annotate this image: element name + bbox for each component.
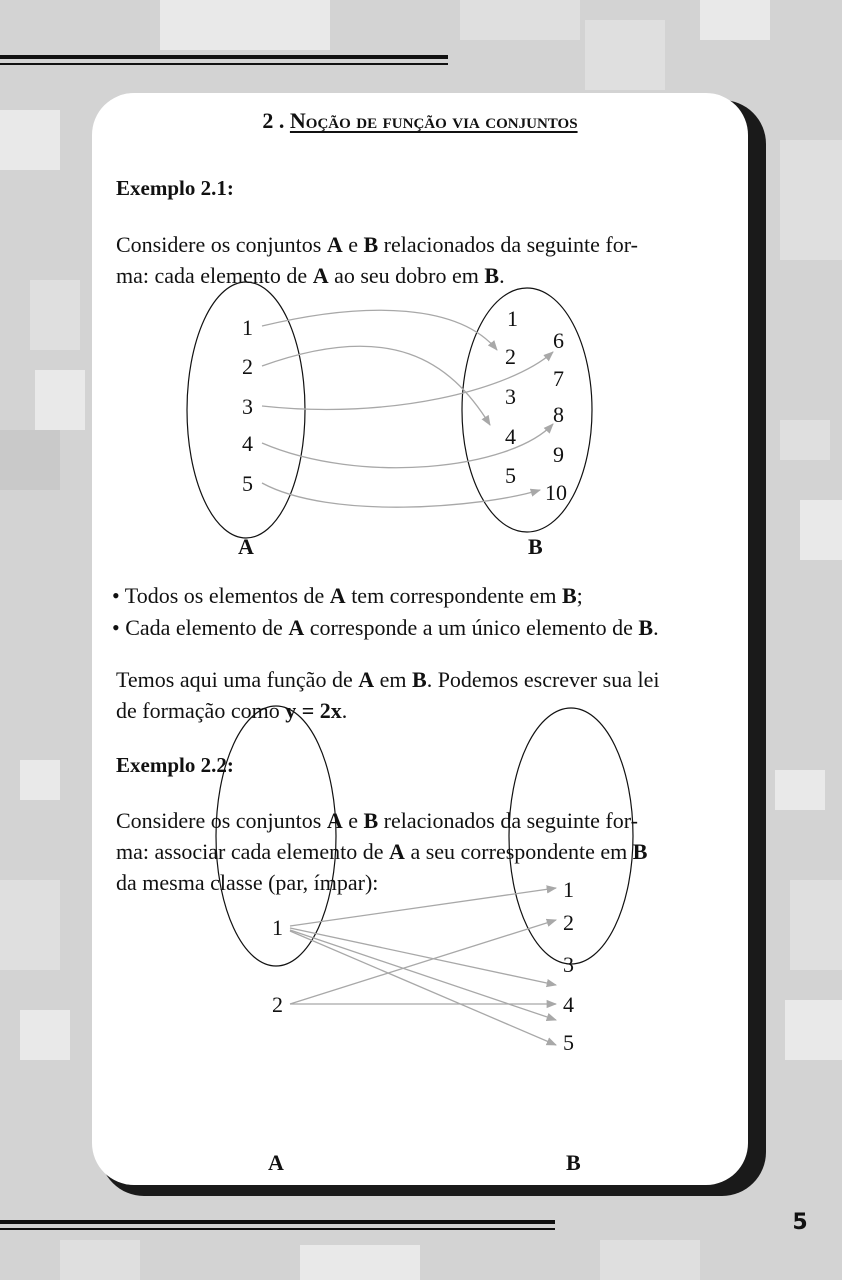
set-a-element: 1 — [272, 915, 283, 940]
page-number: 5 — [792, 1210, 808, 1235]
set-b-element: 9 — [553, 442, 564, 467]
set-a-element: 2 — [272, 992, 283, 1017]
set-b-element: 2 — [505, 344, 516, 369]
bullet-item: • Todos os elementos de A tem correspondente em B; — [112, 583, 583, 608]
set-b-element: 4 — [563, 992, 574, 1017]
mapping-arrow — [290, 928, 556, 985]
example-heading: Exemplo 2.1: — [116, 176, 234, 200]
mapping-arrow — [290, 931, 556, 1045]
section-title-text: Noção de função via conjuntos — [289, 108, 578, 133]
set-b-element: 2 — [563, 910, 574, 935]
example-intro-line: Considere os conjuntos A e B relacionados da seguinte for- — [116, 808, 638, 833]
bullet-item: • Cada elemento de A corresponde a um único elemento de B. — [112, 615, 659, 640]
example-intro-line: ma: cada elemento de A ao seu dobro em B. — [116, 263, 505, 288]
example-intro-line: da mesma classe (par, ímpar): — [116, 870, 379, 895]
set-a-element: 2 — [242, 354, 253, 379]
set-b-label: B — [528, 534, 543, 559]
set-b-element: 10 — [545, 480, 567, 505]
set-b-label: B — [566, 1150, 581, 1175]
set-b-element: 1 — [563, 877, 574, 902]
mapping-arrows — [290, 888, 556, 1045]
section-number: 2 . — [262, 108, 285, 133]
mapping-arrow — [290, 930, 556, 1020]
conclusion-line: Temos aqui uma função de A em B. Podemos escrever sua lei — [116, 667, 660, 692]
set-b-element: 5 — [505, 463, 516, 488]
set-a-element: 4 — [242, 431, 253, 456]
set-b-element: 8 — [553, 402, 564, 427]
set-b-element: 1 — [507, 306, 518, 331]
formula: y = 2x — [285, 698, 342, 723]
set-a-label: A — [238, 534, 254, 559]
example-intro-line: ma: associar cada elemento de A a seu correspondente em B — [116, 839, 648, 864]
set-a-label: A — [268, 1150, 284, 1175]
example-heading: Exemplo 2.2: — [116, 753, 234, 777]
set-b-element: 6 — [553, 328, 564, 353]
set-b-element: 3 — [563, 952, 574, 977]
set-a-element: 5 — [242, 471, 253, 496]
set-b-element: 3 — [505, 384, 516, 409]
set-b-element: 5 — [563, 1030, 574, 1055]
mapping-arrow — [290, 920, 556, 1004]
set-b-element: 7 — [553, 366, 564, 391]
conclusion-line: de formação como y = 2x. — [116, 698, 348, 723]
set-a-element: 3 — [242, 394, 253, 419]
set-b-element: 4 — [505, 424, 516, 449]
set-a-element: 1 — [242, 315, 253, 340]
example-intro-line: Considere os conjuntos A e B relacionados da seguinte for- — [116, 232, 638, 257]
